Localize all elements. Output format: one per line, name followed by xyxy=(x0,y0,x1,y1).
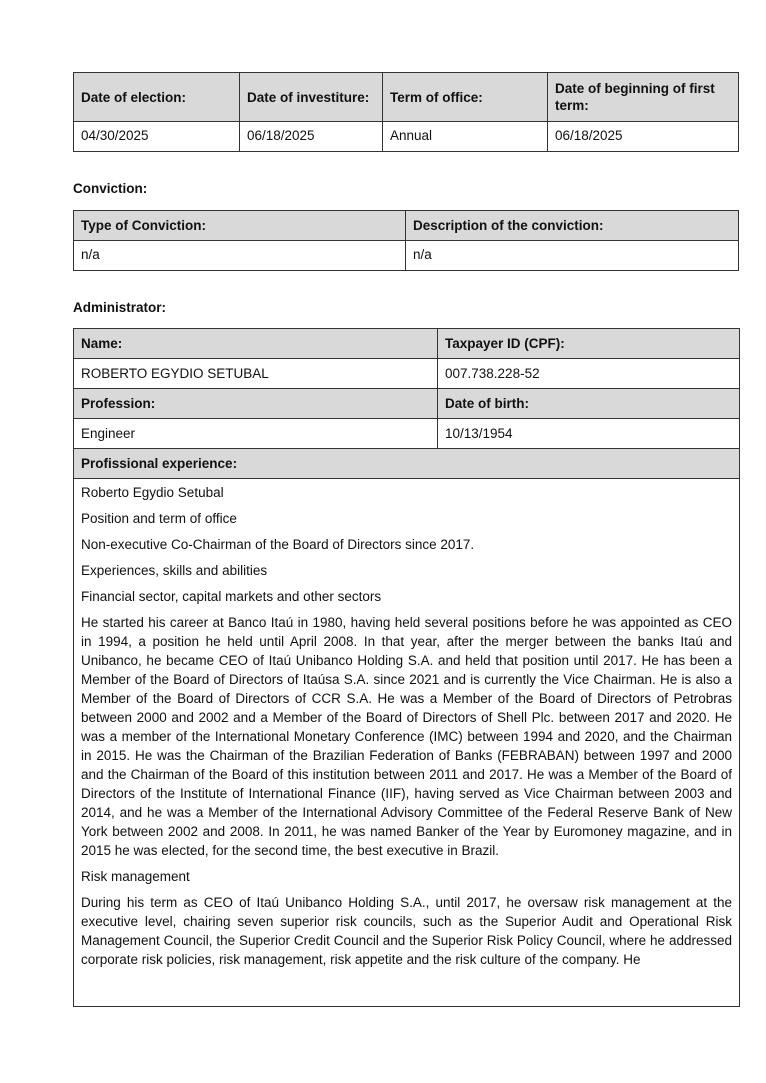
conviction-type-header: Type of Conviction: xyxy=(74,211,406,241)
experience-cell xyxy=(74,479,740,1007)
date-of-investiture-value: 06/18/2025 xyxy=(240,122,383,152)
first-term-start-header: Date of beginning of first term: xyxy=(548,73,739,122)
name-value: ROBERTO EGYDIO SETUBAL xyxy=(74,359,438,389)
date-of-election-value: 04/30/2025 xyxy=(74,122,240,152)
conviction-description-value: n/a xyxy=(406,241,739,271)
dob-value: 10/13/1954 xyxy=(438,419,740,449)
name-header: Name: xyxy=(74,329,438,359)
term-table xyxy=(73,72,739,152)
cpf-value: 007.738.228-52 xyxy=(438,359,740,389)
cpf-header: Taxpayer ID (CPF): xyxy=(438,329,740,359)
experience-name: Roberto Egydio Setubal xyxy=(81,485,224,500)
experience-career-paragraph: He started his career at Banco Itaú in 1980, having held several positions before he was appointed as CEO in 1994, a position he held until April 2008. In that year, after the merger between the banks Itaú and Unibanco, he became CEO of Itaú Unibanco Holding S.A. and held that position until 2017. He has been a Member of the Board of Directors of Itaúsa S.A. since 2021 and is currently the Vice Chairman. He is also a Member of the Board of Directors of CCR S.A. He was a Member of the Board of Directors of Petrobras between 2000 and 2002 and a Member of the Board of Directors of Shell Plc. between 2017 and 2020. He was a member of the International Monetary Conference (IMC) between 1994 and 2020, and the Chairman in 2015. He was the Chairman of the Brazilian Federation of Banks (FEBRABAN) between 1997 and 2000 and the Chairman of the Board of this institution between 2011 and 2017. He was a Member of the Board of Directors of the Institute of International Finance (IIF), having served as Vice Chairman between 2003 and 2014, and he was a Member of the International Advisory Committee of the Federal Reserve Bank of New York between 2002 and 2008. In 2011, he was named Banker of the Year by Euromoney magazine, and in 2015 he was elected, for the second time, the best executive in Brazil. xyxy=(81,615,732,858)
administrator-table xyxy=(73,328,740,1007)
conviction-table xyxy=(73,210,739,271)
conviction-section-label: Conviction: xyxy=(73,181,148,196)
experience-risk-paragraph: During his term as CEO of Itaú Unibanco Holding S.A., until 2017, he oversaw risk management at the executive level, chairing seven superior risk councils, such as the Superior Audit and Operational Risk Management Council, the Superior Credit Council and the Superior Risk Policy Council, where he addressed corporate risk policies, risk management, risk appetite and the risk culture of the company. He xyxy=(81,895,732,967)
experience-position-heading: Position and term of office xyxy=(81,511,237,526)
conviction-type-value: n/a xyxy=(74,241,406,271)
date-of-election-header: Date of election: xyxy=(74,73,240,122)
term-of-office-header: Term of office: xyxy=(383,73,548,122)
profession-value: Engineer xyxy=(74,419,438,449)
experience-header: Profissional experience: xyxy=(74,449,740,479)
profession-header: Profession: xyxy=(74,389,438,419)
administrator-section-label: Administrator: xyxy=(73,300,167,315)
dob-header: Date of birth: xyxy=(438,389,740,419)
conviction-description-header: Description of the conviction: xyxy=(406,211,739,241)
experience-position: Non-executive Co-Chairman of the Board of Directors since 2017. xyxy=(81,537,475,552)
experience-skills-heading: Experiences, skills and abilities xyxy=(81,563,268,578)
experience-sectors: Financial sector, capital markets and other sectors xyxy=(81,589,382,604)
term-of-office-value: Annual xyxy=(383,122,548,152)
date-of-investiture-header: Date of investiture: xyxy=(240,73,383,122)
first-term-start-value: 06/18/2025 xyxy=(548,122,739,152)
experience-risk-heading: Risk management xyxy=(81,869,190,884)
